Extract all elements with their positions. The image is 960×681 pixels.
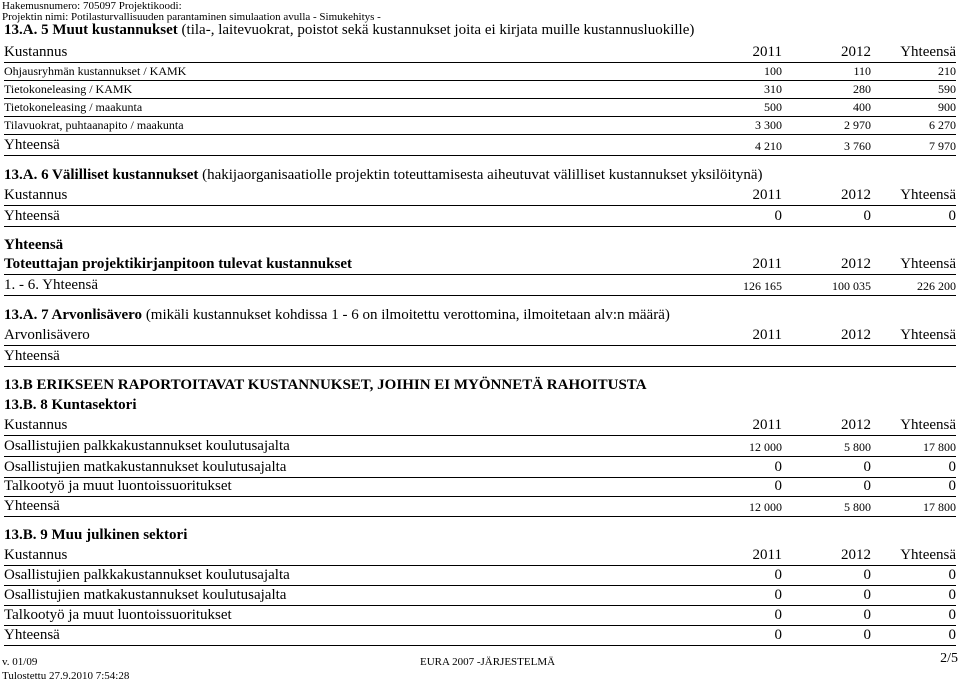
footer-page-number: 2/5	[940, 651, 958, 666]
section-6-title: 13.A. 6 Välilliset kustannukset (hakijaorganisaatiolle projektin toteuttamisesta aiheutuvat välilliset kustannukset yksilöitynä)	[4, 167, 763, 183]
table-row: Tietokoneleasing / KAMK 310 280 590	[4, 81, 956, 99]
table-row: Ohjausryhmän kustannukset / KAMK 100 110 210	[4, 63, 956, 81]
section-5-title: 13.A. 5 Muut kustannukset (tila-, laitevuokrat, poistot sekä kustannukset joita ei kirjata muille kustannusluokille)	[4, 22, 695, 38]
section-5-total-row: Yhteensä 4 210 3 760 7 970	[4, 135, 956, 156]
project-name: Projektin nimi: Potilasturvallisuuden parantaminen simulaation avulla - Simukehitys -	[2, 11, 381, 23]
table-row: Talkootyö ja muut luontoissuoritukset 0 0 0	[4, 476, 956, 497]
section-7-header-row: Arvonlisävero 2011 2012 Yhteensä	[4, 325, 956, 346]
footer-printed: Tulostettu 27.9.2010 7:54:28	[2, 670, 130, 681]
section-7-title: 13.A. 7 Arvonlisävero (mikäli kustannukset kohdissa 1 - 6 on ilmoitettu verottomina, ilmoitetaan alv:n määrä)	[4, 307, 670, 323]
section-8-title: 13.B. 8 Kuntasektori	[4, 397, 137, 413]
footer-version: v. 01/09	[2, 656, 38, 668]
section-8-header-row: Kustannus 2011 2012 Yhteensä	[4, 415, 956, 436]
section-6-total-row: Yhteensä 0 0 0	[4, 206, 956, 227]
table-row: Tilavuokrat, puhtaanapito / maakunta 3 300 2 970 6 270	[4, 117, 956, 135]
section-b-title: 13.B ERIKSEEN RAPORTOITAVAT KUSTANNUKSET, JOIHIN EI MYÖNNETÄ RAHOITUSTA	[4, 377, 647, 393]
section-6-header-row: Kustannus 2011 2012 Yhteensä	[4, 185, 956, 206]
table-row: Osallistujien palkkakustannukset koulutusajalta 12 000 5 800 17 800	[4, 436, 956, 457]
summary-title: Yhteensä	[4, 237, 64, 253]
table-row: Osallistujien matkakustannukset koulutusajalta 0 0 0	[4, 585, 956, 606]
table-row: Osallistujien matkakustannukset koulutusajalta 0 0 0	[4, 457, 956, 478]
application-number: Hakemusnumero: 705097 Projektikoodi:	[2, 0, 182, 12]
section-9-title: 13.B. 9 Muu julkinen sektori	[4, 527, 188, 543]
section-9-header-row: Kustannus 2011 2012 Yhteensä	[4, 545, 956, 566]
section-8-total-row: Yhteensä 12 000 5 800 17 800	[4, 496, 956, 517]
summary-total-row: 1. - 6. Yhteensä 126 165 100 035 226 200	[4, 275, 956, 296]
table-row: Talkootyö ja muut luontoissuoritukset 0 0 0	[4, 605, 956, 626]
section-5-header-row: Kustannus 2011 2012 Yhteensä	[4, 42, 956, 63]
footer-system: EURA 2007 -JÄRJESTELMÄ	[420, 656, 556, 668]
section-7-total-row: Yhteensä	[4, 346, 956, 367]
table-row: Osallistujien palkkakustannukset koulutusajalta 0 0 0	[4, 565, 956, 586]
summary-header-row: Toteuttajan projektikirjanpitoon tulevat kustannukset 2011 2012 Yhteensä	[4, 254, 956, 275]
table-row: Tietokoneleasing / maakunta 500 400 900	[4, 99, 956, 117]
section-9-total-row: Yhteensä 0 0 0	[4, 625, 956, 646]
